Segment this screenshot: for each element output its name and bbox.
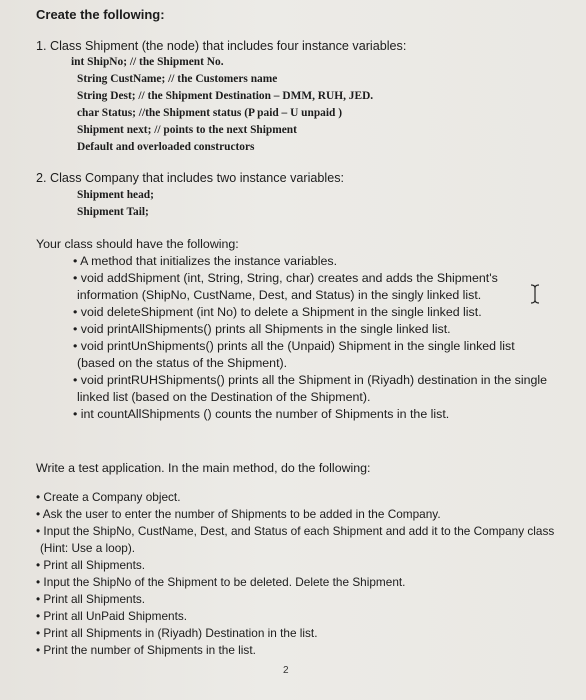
q1-line: 1. Class Shipment (the node) that includes four instance variables: <box>36 39 407 53</box>
q1-field-shipno: int ShipNo; // the Shipment No. <box>71 56 224 68</box>
list-item: • Print all Shipments. <box>36 558 145 572</box>
list-item-cont: (Hint: Use a loop). <box>40 541 136 555</box>
q1-field-constructors: Default and overloaded constructors <box>77 141 255 153</box>
q2-field-tail: Shipment Tail; <box>77 206 149 218</box>
list-item: • int countAllShipments () counts the number of Shipments in the list. <box>73 407 449 422</box>
list-item: • Create a Company object. <box>36 490 180 504</box>
text-cursor-icon <box>529 284 541 304</box>
list-item: • Input the ShipNo, CustName, Dest, and Status of each Shipment and add it to the Company class <box>36 524 554 538</box>
list-item: • void printUnShipments() prints all the (Unpaid) Shipment in the single linked list <box>73 339 515 354</box>
heading: Create the following: <box>36 7 165 22</box>
test-intro: Write a test application. In the main method, do the following: <box>36 461 371 475</box>
list-item: • void printAllShipments() prints all Shipments in the single linked list. <box>73 322 451 337</box>
list-item-cont: information (ShipNo, CustName, Dest, and Status) in the singly linked list. <box>77 288 482 302</box>
list-item: • Print all Shipments. <box>36 592 145 606</box>
list-item: • void deleteShipment (int No) to delete a Shipment in the single linked list. <box>73 305 482 320</box>
list-item: • Print all UnPaid Shipments. <box>36 609 187 623</box>
list-item: • A method that initializes the instance variables. <box>73 254 337 269</box>
your-class-intro: Your class should have the following: <box>36 237 239 251</box>
list-item: • Input the ShipNo of the Shipment to be deleted. Delete the Shipment. <box>36 575 405 589</box>
list-item: • void addShipment (int, String, String, char) creates and adds the Shipment's <box>73 271 498 286</box>
list-item-cont: linked list (based on the Destination of the Shipment). <box>77 390 371 404</box>
q1-field-next: Shipment next; // points to the next Shipment <box>77 124 297 136</box>
list-item: • Ask the user to enter the number of Shipments to be added in the Company. <box>36 507 441 521</box>
list-item-cont: (based on the status of the Shipment). <box>77 356 288 370</box>
q2-field-head: Shipment head; <box>77 189 154 201</box>
q1-field-custname: String CustName; // the Customers name <box>77 73 278 85</box>
list-item: • Print the number of Shipments in the list. <box>36 643 256 657</box>
q1-field-dest: String Dest; // the Shipment Destination – DMM, RUH, JED. <box>77 90 374 102</box>
list-item: • void printRUHShipments() prints all the Shipment in (Riyadh) destination in the single <box>73 373 547 388</box>
q2-line: 2. Class Company that includes two instance variables: <box>36 171 344 185</box>
list-item: • Print all Shipments in (Riyadh) Destination in the list. <box>36 626 318 640</box>
page-number: 2 <box>283 665 289 676</box>
q1-field-status: char Status; //the Shipment status (P paid – U unpaid ) <box>77 107 342 119</box>
